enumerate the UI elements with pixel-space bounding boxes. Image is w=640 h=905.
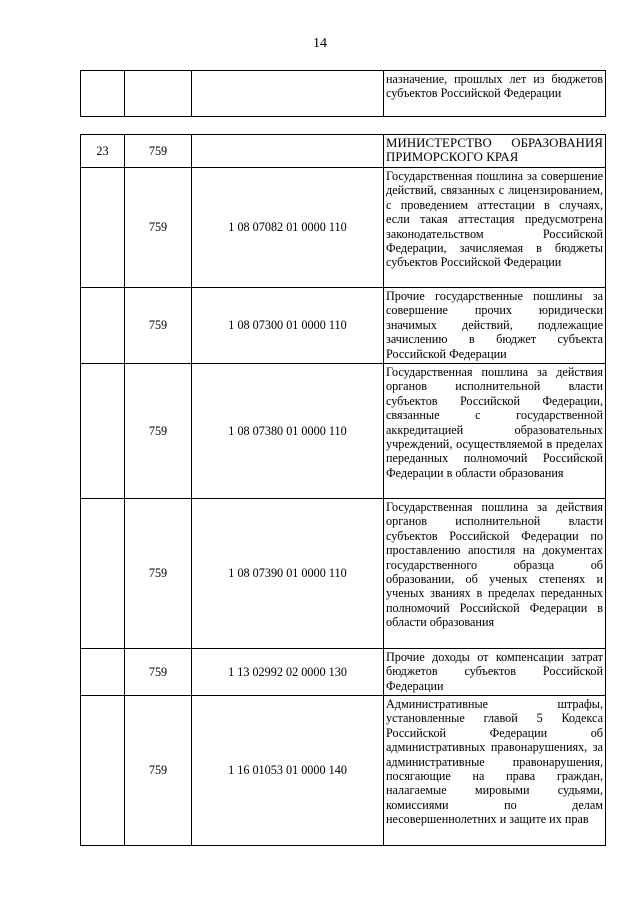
row-number-cell (81, 288, 125, 364)
table-row (81, 288, 606, 364)
continuation-table (80, 70, 606, 117)
description-cell: Государственная пошлина за совершение действий, связанных с лицензированием, с проведением аттестации в случаях, если такая аттестация предусмотрена законодательством Российской Федерации, зачисляемая в бюджеты субъектов Российской Федерации (384, 168, 606, 288)
admin-code-cell: 759 (125, 499, 192, 649)
section-code-cell: 759 (125, 135, 192, 168)
table-row (81, 649, 606, 696)
table-row (81, 696, 606, 846)
description-cell: Государственная пошлина за действия органов исполнительной власти субъектов Российской Федерации по проставлению апостиля на документах государственного образца об образовании, об ученых степенях и ученых званиях в пределах переданных полномочий Российской Федерации в области образования (384, 499, 606, 649)
revenue-codes-table (80, 134, 606, 846)
table-row (81, 71, 606, 117)
admin-code-cell: 759 (125, 364, 192, 499)
kbk-code-cell: 1 08 07300 01 0000 110 (192, 288, 384, 364)
kbk-code-cell: 1 08 07390 01 0000 110 (192, 499, 384, 649)
row-number-cell (81, 696, 125, 846)
page-number: 14 (313, 36, 327, 51)
admin-code-cell: 759 (125, 649, 192, 696)
section-title-cell: МИНИСТЕРСТВО ОБРАЗОВАНИЯ ПРИМОРСКОГО КРАЯ (384, 135, 606, 168)
table-row (81, 168, 606, 288)
kbk-code-cell: 1 13 02992 02 0000 130 (192, 649, 384, 696)
admin-code-cell: 759 (125, 168, 192, 288)
kbk-code-cell (192, 71, 384, 117)
table-row (81, 499, 606, 649)
row-number-cell (81, 71, 125, 117)
admin-code-cell (125, 71, 192, 117)
row-number-cell (81, 168, 125, 288)
kbk-code-cell: 1 08 07380 01 0000 110 (192, 364, 384, 499)
description-cell: Административные штрафы, установленные главой 5 Кодекса Российской Федерации об административных правонарушениях, за административные правонарушения, посягающие на права граждан, налагаемые мировыми судьями, комиссиями по делам несовершеннолетних и защите их прав (384, 696, 606, 846)
description-cell: назначение, прошлых лет из бюджетов субъектов Российской Федерации (384, 71, 606, 117)
description-cell: Государственная пошлина за действия органов исполнительной власти субъектов Российской Федерации, связанные с государственной аккредитацией образовательных учреждений, осуществляемой в пределах переданных полномочий Российской Федерации в области образования (384, 364, 606, 499)
admin-code-cell: 759 (125, 288, 192, 364)
description-cell: Прочие государственные пошлины за совершение прочих юридически значимых действий, подлежащие зачислению в бюджет субъекта Российской Федерации (384, 288, 606, 364)
description-cell: Прочие доходы от компенсации затрат бюджетов субъектов Российской Федерации (384, 649, 606, 696)
section-number-cell: 23 (81, 135, 125, 168)
section-kbk-cell (192, 135, 384, 168)
kbk-code-cell: 1 08 07082 01 0000 110 (192, 168, 384, 288)
section-header-row (81, 135, 606, 168)
row-number-cell (81, 649, 125, 696)
admin-code-cell: 759 (125, 696, 192, 846)
kbk-code-cell: 1 16 01053 01 0000 140 (192, 696, 384, 846)
row-number-cell (81, 364, 125, 499)
row-number-cell (81, 499, 125, 649)
table-row (81, 364, 606, 499)
